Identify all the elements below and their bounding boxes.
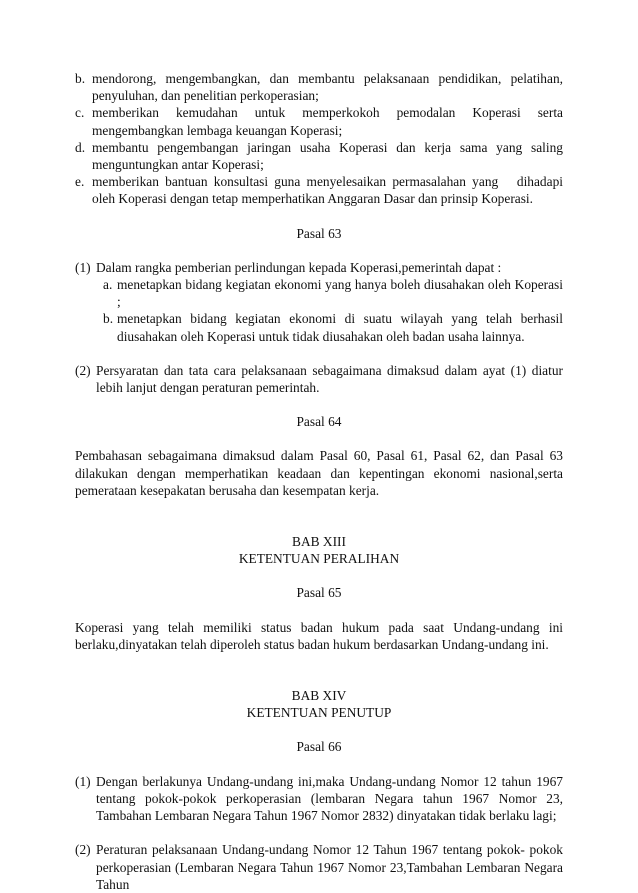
list-item-text: memberikan bantuan konsultasi guna menyelesaikan permasalahan yang dihadapi oleh Koperasi dengan tetap memperhatikan Anggaran Dasar dan prinsip Koperasi. [92,174,567,207]
sublist-marker: a. [103,277,113,293]
pasal-65-heading: Pasal 65 [296,585,342,601]
ayat-marker: (2) [75,362,91,378]
pasal-65-paragraph: Koperasi yang telah memiliki status badan hukum pada saat Undang-undang ini berlaku,dinyatakan telah diperoleh status badan hukum berdasarkan Undang-undang ini. [75,619,563,652]
ayat-marker: (1) [75,773,91,789]
sublist-item [82,276,563,310]
pasal-63-heading: Pasal 63 [296,225,342,241]
ayat-text: Dengan berlakunya Undang-undang ini,maka Undang-undang Nomor 12 tahun 1967 tentang pokok-pokok perkoperasian (lembaran Negara tahun 1967 Nomor 23, Tambahan Lembaran Negara Tahun 1967 Nomor 2832) dinyatakan tidak berlaku lagi; [96,773,563,824]
list-item [75,173,567,207]
list-item [75,104,563,138]
pasal-64-heading: Pasal 64 [296,414,342,430]
list-item [75,139,563,173]
sublist-item [82,310,563,344]
ayat-text: Dalam rangka pemberian perlindungan kepada Koperasi,pemerintah dapat : [96,259,502,275]
list-item [75,70,563,104]
list-marker: d. [75,139,86,155]
bab-14-subtitle: KETENTUAN PENUTUP [246,705,392,721]
sublist-item-text: menetapkan bidang kegiatan ekonomi yang hanya boleh diusahakan oleh Koperasi ; [117,277,563,310]
pasal-63-ayat-1 [75,259,563,276]
pasal-63-sublist [82,276,563,345]
list-item-text: memberikan kemudahan untuk memperkokoh pemodalan Koperasi serta mengembangkan lembaga keuangan Koperasi; [92,105,563,138]
ayat-text: Persyaratan dan tata cara pelaksanaan sebagaimana dimaksud dalam ayat (1) diatur lebih lanjut dengan peraturan pemerintah. [96,362,563,396]
bab-13-subtitle: KETENTUAN PERALIHAN [238,551,400,567]
pasal-66-ayat-2 [75,841,563,893]
top-list [75,70,567,208]
pasal-66-ayat-1 [75,773,563,825]
ayat-marker: (2) [75,842,91,858]
sublist-marker: b. [103,311,114,327]
pasal-66-heading: Pasal 66 [296,739,342,755]
list-marker: e. [75,174,85,190]
bab-13-title: BAB XIII [292,534,346,550]
list-marker: b. [75,71,86,86]
list-item-text: membantu pengembangan jaringan usaha Koperasi dan kerja sama yang saling menguntungkan antar Koperasi; [92,139,563,173]
ayat-text: Peraturan pelaksanaan Undang-undang Nomor 12 Tahun 1967 tentang pokok- pokok perkoperasian (Lembaran Negara Tahun 1967 Nomor 23,Tambahan Lembaran Negara Tahun [96,842,563,892]
list-item-text: mendorong, mengembangkan, dan membantu pelaksanaan pendidikan, pelatihan, penyuluhan, dan penelitian perkoperasian; [92,71,563,104]
sublist-item-text: menetapkan bidang kegiatan ekonomi di suatu wilayah yang telah berhasil diusahakan oleh Koperasi untuk tidak diusahakan oleh badan usaha lainnya. [117,311,563,344]
bab-14-title: BAB XIV [291,688,347,704]
pasal-64-paragraph: Pembahasan sebagaimana dimaksud dalam Pasal 60, Pasal 61, Pasal 62, dan Pasal 63 dilakukan dengan memperhatikan keadaan dan kepentingan ekonomi nasional,serta pemerataan kesepakatan berusaha dan kesempatan kerja. [75,448,563,498]
pasal-63-ayat-2 [75,362,563,396]
ayat-marker: (1) [75,259,91,275]
document-content [75,70,567,893]
list-marker: c. [75,105,85,121]
